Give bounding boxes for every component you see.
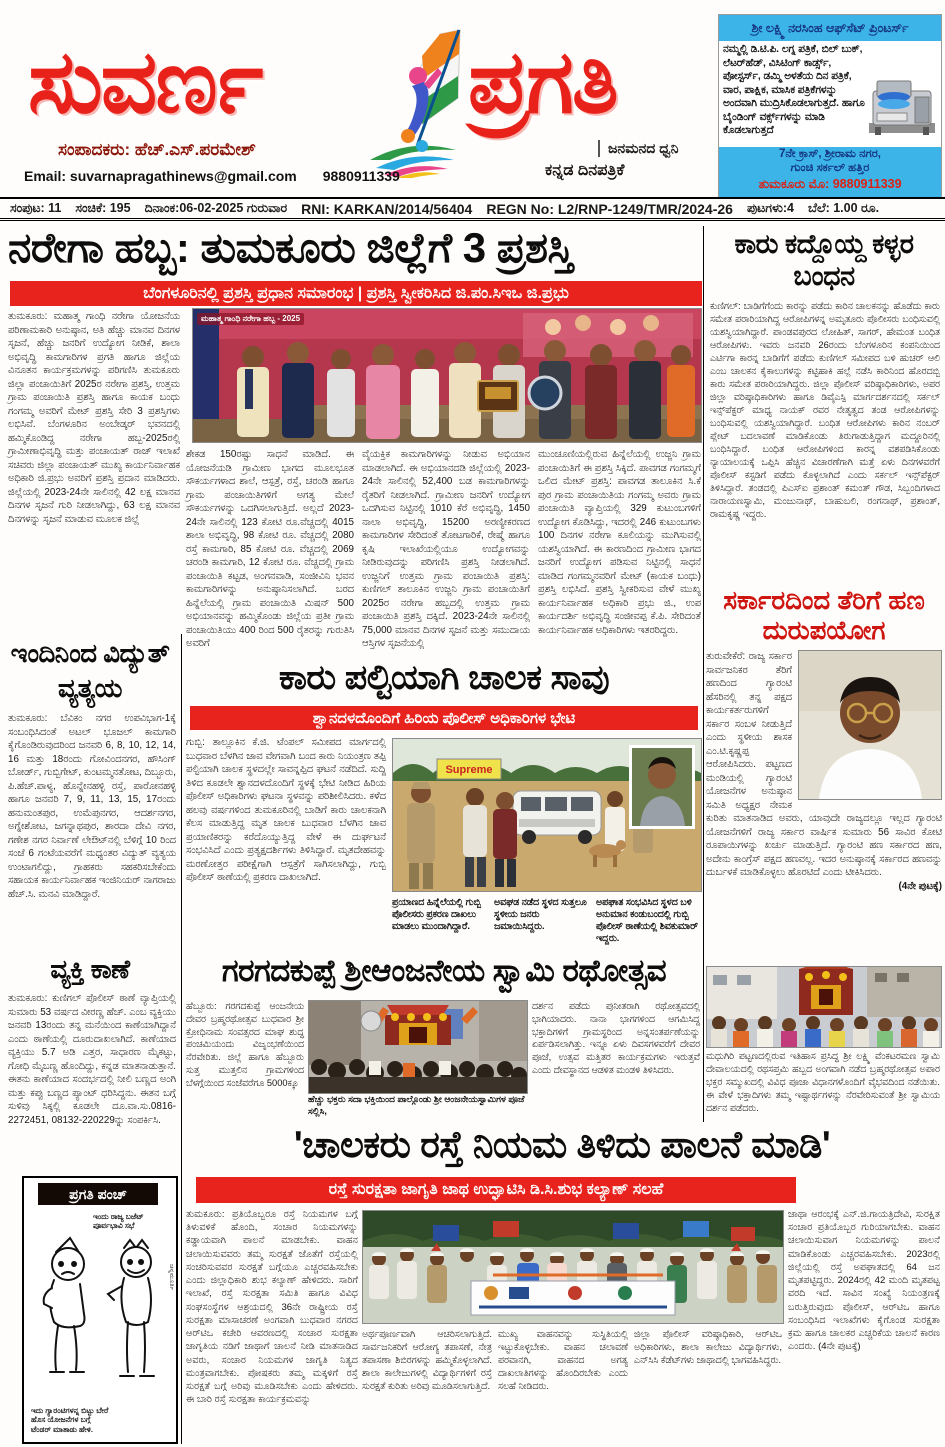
missing-person-body: ತುಮಕೂರು: ಕುಣಿಗಲ್ ಪೊಲೀಸ್ ಠಾಣೆ ವ್ಯಾಪ್ತಿಯಲ್ಲಿ ಸುಮಾರು 53 ವರ್ಷದ ವೀರಣ್ಣ ಹೆಚ್. ಎಂಬ ವ್ಯಕ್ತಿಯು ಜನವರಿ 13ರಂದು ತನ್ನ ಮನೆಯಿಂದ ಕಾಣೆಯಾಗಿದ್ದಾನೆ ಎಂದು ಠಾಣೆಯಲ್ಲಿ ದೂರುದಾಖಲಾಗಿದೆ. ಕಾಣೆಯಾದ ವ್ಯಕ್ತಿಯು 5.7 ಅಡಿ ಎತ್ತರ, ಸಾಧಾರಣ ಮೈಕಟ್ಟು, ಗೋಧಿ ಮೈಬಣ್ಣ ಹೊಂದಿದ್ದು, ಕನ್ನಡ ಮಾತನಾಡುತ್ತಾನೆ. ಈತನು ಕಾಣೆಯಾದ ಸಂದರ್ಭದಲ್ಲಿ ನೀಲಿ ಬಣ್ಣದ ಅಂಗಿ ಮತ್ತು ಕಪ್ಪು ಬಣ್ಣದ ಪ್ಯಾಂಟ್ ಧರಿಸಿದ್ದನು. ಈತನ ಬಗ್ಗೆ ಸುಳಿವು ಸಿಕ್ಕಲ್ಲಿ ಕೂಡಲೇ ದೂ.ವಾ.ಸು.0816-2272451, 08132-220229ನ್ನು ಸಂಪರ್ಕಿಸಿ. [8,993,176,1126]
temple-procession-caption: ಮಧುಗಿರಿ ಪಟ್ಟಣದಲ್ಲಿರುವ ಇತಿಹಾಸ ಪ್ರಸಿದ್ಧ ಶ್ರೀ ಲಕ್ಷ್ಮಿ ವೆಂಕಟರಮಣ ಸ್ವಾಮಿ ದೇವಾಲಯದಲ್ಲಿ ರಥಸಪ್ತಮಿ ಹಬ್ಬದ ಅಂಗವಾಗಿ ನಡೆದ ಬ್ರಹ್ಮರಥೋತ್ಸವ ಅಪಾರ ಭಕ್ತರ ಸಮ್ಮುಖದಲ್ಲಿ ವಿವಿಧ ಪೂಜಾ ವಿಧಾನಗಳೊಂದಿಗೆ ವೈಭವದಿಂದ ನಡೆಯಿತು. ಈ ವೇಳೆ ಭಕ್ತಾದಿಗಳು ತಮ್ಮ ಇಷ್ಟಾರ್ಥಗಳನ್ನು ನೆರವೇರಿಸುವಂತೆ ಶ್ರೀ ಸ್ವಾಮಿಯ ದರ್ಶನ ಪಡೆದರು. [706,1050,940,1113]
contact-line [24,168,400,184]
issue-number: ಸಂಚಿಕೆ: 195 [75,201,131,215]
lead-photo-backdrop-text: ಮಹಾತ್ಮ ಗಾಂಧಿ ನರೇಗಾ ಹಬ್ಬ - 2025 [197,313,304,325]
mla-portrait-photo [798,650,942,800]
masthead-title-second: ಪ್ರಗತಿ [468,32,617,131]
car-theft-headline: ಕಾರು ಕದ್ದೊಯ್ದ ಕಳ್ಳರ ಬಂಧನ [734,229,914,292]
road-safety-subhead-bar: ರಸ್ತೆ ಸುರಕ್ಷತಾ ಜಾಗೃತಿ ಜಾಥ ಉದ್ಘಾಟಿಸಿ ಡಿ.ಸಿ.ಶುಭ ಕಲ್ಯಾಣ್ ಸಲಹೆ [196,1177,796,1203]
lead-subhead-bar: ಬೆಂಗಳೂರಿನಲ್ಲಿ ಪ್ರಶಸ್ತಿ ಪ್ರಧಾನ ಸಮಾರಂಭ | ಪ್ರಶಸ್ತಿ ಸ್ವೀಕರಿಸಿದ ಜಿ.ಪಂ.ಸಿಇಒ ಜಿ.ಪ್ರಭು [10,281,702,306]
rathotsava-column-2: ದರ್ಶನ ಪಡೆದು ಪುನೀತರಾಗಿ ರಥೋತ್ಸವದಲ್ಲಿ ಭಾಗಿಯಾದರು. ನಾನಾ ಭಾಗಗಳಿಂದ ಆಗಮಿಸಿದ್ದ ಭಕ್ತಾದಿಗಳಿಗೆ ಗ್ರಾಮಸ್ಥರಿಂದ ಅನ್ನಸಂತರ್ಪಣೆಯನ್ನು ಏರ್ಪಡಿಸಲಾಗಿತ್ತು. ಇನ್ನೂ ಏಳು ದಿವಸಗಳವರೆಗೆ ದೇವರ ಪೂಜೆ, ಉತ್ಸವ ಮತ್ತಿತರ ಕಾರ್ಯಕ್ರಮಗಳು ಇರುತ್ತವೆ ಎಂದು ದೇವಸ್ಥಾನದ ಆಡಳಿತ ಮಂಡಳಿ ತಿಳಿಸಿದರು. [532,1001,700,1076]
ad-address [719,147,941,197]
cartoon-caption-bottom: ಇದು ಗ್ಯಾರಂಟಿಗಳನ್ನ ಬಿಟ್ಟು ಬೇರೆ ಹೊಸ ಯೋಜನೆಗಳ ಬಗ್ಗೆ ಟೆಂಡರ್ ಮಾತಾಡು ಹೇಳಿ. [31,1405,109,1434]
accident-caption-3: ಅಪಘಾತ ಸಂಭವಿಸಿದ ಸ್ಥಳದ ಬಳಿ ಅನುಮಾನ ಕಂಡುಬಂದಲ್ಲಿ ಗುಬ್ಬಿ ಪೊಲೀಸ್ ಠಾಣೆಯಲ್ಲಿ ಶಿವಕುಮಾರ್ ಇದ್ದರು. [596,897,699,944]
rathotsava-column-1: ಹೆಬ್ಬೂರು: ಗರಗದಕುಪ್ಪೆ ಆಂಜನೇಯ ದೇವರ ಬ್ರಹ್ಮರಥೋತ್ಸವ ಬುಧವಾರ ಶ್ರೀ ಕ್ರೋಧಿನಾಮ ಸಂವತ್ಸರದ ಮಾಘ ಶುದ್ಧ ಪಂಚಮಿಯಂದು ವಿಜೃಂಭಣೆಯಿಂದ ನೆರವೇರಿತು. ಜಿಲ್ಲೆ ಹಾಗೂ ಹೆಬ್ಬೂರು ಸುತ್ತ ಮುತ್ತಲಿನ ಗ್ರಾಮಗಳಿಂದ ಬೆಳಗ್ಗೆಯಿಂದ ಸಂಜೆವರೆಗೂ 5000ಕ್ಕೂ [186,1001,304,1088]
accident-scene-photo [392,738,702,892]
slogan: ಜನಮನದ ಧ್ವನಿ [598,140,679,157]
column-rule-left [181,634,182,1444]
cartoon-credit: ಚನ್ನಮೂರ್ತಿ [168,1264,175,1291]
cartoon-box [22,1176,178,1444]
accident-subhead-bar: ಶ್ವಾನದಳದೊಂದಿಗೆ ಹಿರಿಯ ಪೊಲೀಸ್ ಅಧಿಕಾರಿಗಳ ಭೇಟಿ [190,706,698,730]
rathotsava-photo-caption: ಹೆಚ್ಚು ಭಕ್ತರು ಸದಾ ಭಕ್ತಿಯಿಂದ ಪಾಲ್ಗೊಂಡು ಶ್ರೀ ಆಂಜನೇಯಸ್ವಾಮಿಗಳ ಪೂಜೆ ಸಲ್ಲಿಸಿ, [308,1094,525,1116]
masthead-flag-logo-icon [362,28,466,178]
road-safety-column-5: ಜಾಥಾ ಆರಂಭಕ್ಕೆ ಎನ್.ಜಿ.ಗಾಯತ್ರಿದೇವಿ, ಸುರಕ್ಷಿತ ಸಂಚಾರ ಪ್ರತಿಯೊಬ್ಬರ ಗುರಿಯಾಗಬೇಕು. ವಾಹನ ಚಲಾಯಿಸುವಾಗ ನಿಯಮಗಳನ್ನು ಪಾಲನೆ ಮಾಡಿಕೊಂಡು ಎಚ್ಚರವಹಿಸಬೇಕು. 2023ರಲ್ಲಿ ಜಿಲ್ಲೆಯಲ್ಲಿ ರಸ್ತೆ ಅಪಘಾತದಲ್ಲಿ 64 ಜನ ಮೃತಪಟ್ಟಿದ್ದರು. 2024ರಲ್ಲಿ 42 ಮಂದಿ ಮೃತಪಟ್ಟ ವರದಿ ಇದೆ. ಸಾವಿನ ಸಂಖ್ಯೆ ನಿಯಂತ್ರಣಕ್ಕೆ ಬರುತ್ತಿರುವುದು ಪೊಲೀಸ್, ಆರ್‌ಟಿಒ ಹಾಗೂ ಸಂಬಂಧಿಸಿದ ಇಲಾಖೆಗಳು ಕೈಗೊಂಡ ಸುರಕ್ಷತಾ ಕ್ರಮ ಹಾಗೂ ಚಾಲಕರ ಎಚ್ಚರಿಕೆಯ ಚಾಲನೆ ಕಾರಣ ಎಂದರು. (4ನೇ ಪುಟಕ್ಕೆ) [788,1209,940,1353]
ad-address-line3: ತುಮಕೂರು ಮೊ: 9880911339 [758,176,902,191]
road-safety-headline: 'ಚಾಲಕರು ರಸ್ತೆ ನಿಯಮ ತಿಳಿದು ಪಾಲನೆ ಮಾಡಿ' [293,1124,831,1165]
cartoon-drawing-icon [28,1230,170,1380]
rathotsava-headline: ಗರಗದಕುಪ್ಪೆ ಶ್ರೀಆಂಜನೇಯ ಸ್ವಾಮಿ ರಥೋತ್ಸವ [221,953,667,988]
lead-column-1: ತುಮಕೂರು: ಮಹಾತ್ಮ ಗಾಂಧಿ ನರೇಗಾ ಯೋಜನೆಯ ಪರಿಣಾಮಕಾರಿ ಅನುಷ್ಠಾನ, ಅತಿ ಹೆಚ್ಚು ಮಾನವ ದಿನಗಳ ಸೃಜನೆ, ಹೆಚ್ಚು ಜನರಿಗೆ ಉದ್ಯೋಗ ನೀಡಿಕೆ, ಶಾಲಾ ಅಭಿವೃದ್ಧಿ ಕಾಮಗಾರಿಗಳ ಪ್ರಗತಿ ಹಾಗೂ ಜಿಲ್ಲೆಯ ವಿನೂತನ ಕಾರ್ಯಕ್ರಮಗಳನ್ನು ಪರಿಗಣಿಸಿ ತುಮಕೂರು ಜಿಲ್ಲಾ ಪಂಚಾಯಿತಿಗೆ 2025ರ ನರೇಗಾ ಪ್ರಶಸ್ತಿ, ಉತ್ತಮ ಗ್ರಾಮ ಪಂಚಾಯಿತಿ ಪ್ರಶಸ್ತಿ ಹಾಗೂ ಕಾಯಕ ಬಂಧು ಗಂಗಮ್ಮ ಅವರಿಗೆ ಮೇಟ್ ಪ್ರಶಸ್ತಿ ಸೇರಿ 3 ಪ್ರಶಸ್ತಿಗಳು ಲಭಿಸಿವೆ. ಬೆಂಗಳೂರಿನ ಅಂಬೇಡ್ಕರ್ ಭವನದಲ್ಲಿ ಹಮ್ಮಿಕೊಂಡಿದ್ದ ನರೇಗಾ ಹಬ್ಬ-2025ರಲ್ಲಿ ಗ್ರಾಮೀಣಾಭಿವೃದ್ಧಿ ಮತ್ತು ಪಂಚಾಯತ್ ರಾಜ್ ಇಲಾಖೆ ಸಚಿವರು ಜಿಲ್ಲಾ ಪಂಚಾಯತ್ ಮುಖ್ಯ ಕಾರ್ಯನಿರ್ವಾಹಕ ಅಧಿಕಾರಿ ಜಿ.ಪ್ರಭು ಅವರಿಗೆ ಪ್ರಶಸ್ತಿ ಪ್ರದಾನ ಮಾಡಿದರು. ಜಿಲ್ಲೆಯಲ್ಲಿ 2023-24ನೇ ಸಾಲಿನಲ್ಲಿ 42 ಲಕ್ಷ ಮಾನವ ದಿನಗಳ ಸೃಜನೆ ಗುರಿ ನೀಡಲಾಗಿದ್ದು, 63 ಲಕ್ಷ ಮಾನವ ದಿನಗಳನ್ನು ಸೃಜನೆ ಮಾಡುವ ಮೂಲಕ ಜಿಲ್ಲೆ [8,311,180,525]
ad-address-line2: ಗುಂಚಿ ಸರ್ಕಲ್ ಹತ್ತಿರ [790,162,870,175]
ad-body-text: ನಮ್ಮಲ್ಲಿ ಡಿ.ಟಿ.ಪಿ. ಲಗ್ನ ಪತ್ರಿಕೆ, ಬಿಲ್ ಬುಕ್, ಲೆಟರ್‌ಹೆಡ್, ವಿಸಿಟಿಂಗ್ ಕಾರ್ಡ್ಸ್, ಪೋಸ್ಟರ್ಸ್, ಡಮ್ಮಿ ಅಳತೆಯ ದಿನ ಪತ್ರಿಕೆ, ವಾರ, ಪಾಕ್ಷಿಕ, ಮಾಸಿಕ ಪತ್ರಿಕೆಗಳನ್ನು ಅಂದವಾಗಿ ಮುದ್ರಿಸಿಕೊಡಲಾಗುತ್ತದೆ. ಹಾಗೂ ಬೈಂಡಿಂಗ್ ವರ್ಕ್ಸ್‌ಗಳನ್ನು ಮಾಡಿ ಕೊಡಲಾಗುತ್ತದೆ [723,44,865,137]
power-cut-headline: ಇಂದಿನಿಂದ ವಿದ್ಯುತ್ ವ್ಯತ್ಯಯ [10,638,170,704]
volume: ಸಂಪುಟ: 11 [10,201,62,215]
car-theft-body: ಕುಣಿಗಲ್: ಬಾಡಿಗೆಗೆಂದು ಕಾರನ್ನು ಪಡೆದು ಕಾರಿನ ಚಾಲಕನನ್ನು ಹೊಡೆದು ಕಾರು ಸಮೇತ ಪರಾರಿಯಾಗಿದ್ದ ಆರೋಪಿಗಳನ್ನ ಅಮೃತೂರು ಪೊಲೀಸರು ಬಂಧಿಸುವಲ್ಲಿ ಯಶಸ್ವಿಯಾಗಿದ್ದಾರೆ. ಪಾಂಡವಪುರದ ಲೋಹಿತ್, ಸಾಗರ್, ಹೇಮಂತ ಬಂಧಿತ ಆರೋಪಿಗಳು. ಇವರು ಜನವರಿ 26ರಂದು ಬೆಂಗಳೂರಿನ ಕಂಪನಿಯಿಂದ ಎರ್ಟಿಗಾ ಕಾರನ್ನ ಬಾಡಿಗೆಗೆ ಪಡೆದು ಕುಣಿಗಲ್ ಸಮೀಪದ ಬಳಿ ಹುಚರ್ ಆಲಿ ಎಂಬ ಚಾಲಕನ ಕೈಕಾಲುಗಳನ್ನು ಕಟ್ಟಿಹಾಕಿ ಹಲ್ಲೆ ನಡೆಸಿ ಕಾರಿನಿಂದ ಹೊರದಬ್ಬಿ ಕಾರು ಸಮೇತ ಪರಾರಿಯಾಗಿದ್ದರು. ಜಿಲ್ಲಾ ಪೊಲೀಸ್ ವರಿಷ್ಠಾಧಿಕಾರಿಗಳು, ಅಪರ ಜಿಲ್ಲಾ ವರಿಷ್ಠಾಧಿಕಾರಿಗಳು ಹಾಗೂ ಡಿವೈಎಸ್ಪಿ ಮಾರ್ಗದರ್ಶನದಲ್ಲಿ ಸರ್ಕಲ್ ಇನ್ಸ್‌ಪೆಕ್ಟರ್ ಮಾಧ್ಯ ನಾಯಕ್ ರವರ ನೇತೃತ್ವದ ತಂಡ ಆರೋಪಿಗಳನ್ನು ಬಂಧಿಸುವಲ್ಲಿ ಯಶಸ್ವಿಯಾಗಿದ್ದಾರೆ. ಬಂಧಿತ ಆರೋಪಿಗಳು ಕಾರಿನ ನಂಬರ್ ಪ್ಲೇಟ್ ಬದಲಾವಣೆ ಮಾಡಿಕೊಂಡು ತಿರುಗಾಡುತ್ತಿದ್ದಾಗ ಮದ್ದೂರಿನಲ್ಲಿ ಬಂಧಿಸಿದ್ದಾರೆ. ಬಂಧಿತ ಆರೋಪಿಗಳಿಂದ ಕಾರನ್ನ ವಶಪಡಿಸಿಕೊಂಡು ನ್ಯಾಯಾಲಯಕ್ಕೆ ಒಪ್ಪಿಸಿ ಹೆಚ್ಚಿನ ವಿಚಾರಣೆಗಾಗಿ ಮತ್ತೆ ಏಳು ದಿನಗಳವರೆಗೆ ಪೊಲೀಸ್ ಕಸ್ಟಡಿಗೆ ಪಡೆದು ಕೊಳ್ಳಲಾಗಿದೆ ಎಂದು ಸರ್ಕಲ್ ಇನ್ಸ್‌ಪೆಕ್ಟರ್ ತಿಳಿಸಿದ್ದಾರೆ. ತಂಡದಲ್ಲಿ ಪಿಎಸ್ಐ ಪ್ರಶಾಂತ್ ಕಮಂತ್ ಗೌಡ, ಸಿಬ್ಬಂದಿಗಳಾದ ನಾರಾಯಣಸ್ವಾಮಿ, ಮಂಜುನಾಥ್, ಬಾಹುಬಲಿ, ರಂಗನಾಥ್, ಪ್ರಶಾಂತ್, ರಾಮಕೃಷ್ಣ ಇದ್ದರು. [710,300,940,519]
price: ಬೆಲೆ: 1.00 ರೂ. [807,201,880,215]
temple-procession-photo [706,966,942,1048]
road-safety-jatha-photo [362,1210,784,1324]
tax-story-block [706,650,942,962]
rathotsava-chariot-photo [308,1000,528,1094]
issue-info-bar [0,197,945,221]
accident-column-1: ಗುಬ್ಬಿ: ತಾಲ್ಲೂಕಿನ ಕೆ.ಜಿ. ಟೆಂಪಲ್ ಸಮೀಪದ ಮಾರ್ಗದಲ್ಲಿ ಬುಧವಾರ ಬೆಳಗಿನ ಜಾವ ವೇಗವಾಗಿ ಬಂದ ಕಾರು ನಿಯಂತ್ರಣ ತಪ್ಪಿ ಪಲ್ಟಿಯಾಗಿ ಚಾಲಕ ಸ್ಥಳದಲ್ಲೇ ಸಾವನ್ನಪ್ಪಿದ ಘಟನೆ ನಡೆದಿದೆ. ಸುದ್ದಿ ತಿಳಿದ ಕೂಡಲೇ ಶ್ವಾನದಳದೊಂದಿಗೆ ಸ್ಥಳಕ್ಕೆ ಭೇಟಿ ನೀಡಿದ ಹಿರಿಯ ಪೊಲೀಸ್ ಅಧಿಕಾರಿಗಳು ಘಟನಾ ಸ್ಥಳವನ್ನು ಪರಿಶೀಲಿಸಿದರು. ಕಳೆದ ಹಲವು ವರ್ಷಗಳಿಂದ ತುಮಕೂರಿನಲ್ಲಿ ಬಾಡಿಗೆ ಕಾರು ಚಾಲಕನಾಗಿ ಕೆಲಸ ಮಾಡುತ್ತಿದ್ದ ಮೃತ ಚಾಲಕ ಬುಧವಾರ ಬೆಳಗಿನ ಜಾವ ಪ್ರಯಾಣಿಕರನ್ನು ಕರೆದೊಯ್ಯುತ್ತಿದ್ದ ವೇಳೆ ಈ ದುರ್ಘಟನೆ ಸಂಭವಿಸಿದೆ ಎಂದು ಪ್ರತ್ಯಕ್ಷದರ್ಶಿಗಳು ತಿಳಿಸಿದ್ದಾರೆ. ಮೃತದೇಹವನ್ನು ಮರಣೋತ್ತರ ಪರೀಕ್ಷೆಗಾಗಿ ಆಸ್ಪತ್ರೆಗೆ ಸಾಗಿಸಲಾಗಿದ್ದು, ಗುಬ್ಬಿ ಪೊಲೀಸ್ ಠಾಣೆಯಲ್ಲಿ ಪ್ರಕರಣ ದಾಖಲಾಗಿದೆ. [186,737,386,884]
tax-story-continuation: (4ನೇ ಪುಟಕ್ಕೆ) [898,880,942,892]
road-safety-column-2: ಅರ್ಥಪೂರ್ಣವಾಗಿ ಆಚರಿಸಲಾಗುತ್ತಿದೆ. ಸಾರ್ವಜನಿಕರಿಗೆ ಆರೋಗ್ಯ ತಪಾಸಣೆ, ನೇತ್ರ ತಪಾಸಣಾ ಶಿಬಿರಗಳನ್ನು ಹಮ್ಮಿಕೊಳ್ಳಲಾಗಿದೆ. ಶಾಲಾ ಕಾಲೇಜುಗಳಲ್ಲಿ ವಿದ್ಯಾರ್ಥಿಗಳಿಗೆ ರಸ್ತೆ ಸುರಕ್ಷತೆ ಕುರಿತು ಅರಿವು ಮೂಡಿಸಲಾಗುತ್ತಿದೆ. [362,1328,492,1391]
road-safety-column-3: ಮುಖ್ಯ ವಾಹನವನ್ನು ಸುಸ್ಥಿತಿಯಲ್ಲಿ ಇಟ್ಟುಕೊಳ್ಳಬೇಕು. ವಾಹನ ಚಲಾವಣೆ ಪರವಾನಗಿ, ವಾಹನದ ಅಗತ್ಯ ದಾಖಲಾತಿಗಳನ್ನು ಹೊಂದಿರಬೇಕು ಎಂದು ಸಲಹೆ ನೀಡಿದರು. [498,1328,628,1391]
masthead-title-first: ಸುವರ್ಣ [28,32,262,131]
printing-machine-icon [867,73,939,139]
date: ದಿನಾಂಕ:06-02-2025 ಗುರುವಾರ [144,201,288,215]
power-cut-body: ತುಮಕೂರು: ಬೆವಿಕಂ ನಗರ ಉಪವಿಭಾಗ-1ಕ್ಕೆ ಸಂಬಂಧಿಸಿದಂತೆ ಅಟಲ್ ಭೂಜಲ್ ಕಾಮಗಾರಿ ಕೈಗೊಂಡಿರುವುದರಿಂದ ಜನವರಿ 6, 8, 10, 12, 14, 16 ಮತ್ತು 18ರಂದು ಗೋವಿಂದನಗರ, ಹೌಸಿಂಗ್ ಬೋರ್ಡ್, ಗುಬ್ಬಿಗೇಟ್, ಕುಂಟಮ್ಮನತೋಟ, ದಿಬ್ಬೂರು, ಪಿ.ಹೆಚ್.ಪಾಳ್ಯ, ಹೊನ್ನೇನಹಳ್ಳಿ ರಸ್ತೆ, ಪಾರೋನಹಳ್ಳಿ ಹಾಗೂ ಜನವರಿ 7, 9, 11, 13, 15, 17ರಂದು ಹನುಮಂತಪುರ, ಉಮೆಪುನಗರ, ಆದರ್ಶನಗರ, ಅಗ್ನೇಶೋಟ, ಜಗನ್ನಾಥಪುರ, ಶಾರದಾ ದೇವಿ ನಗರ, ಗಣೇಶ ನಗರ ನಿರ್ವಾಣೆ ಲೇಔಟ್‌ನಲ್ಲಿ ಬೆಳಿಗ್ಗೆ 10 ರಿಂದ ಸಂಜೆ 6 ಗಂಟೆಯವರೆಗೆ ಮಧ್ಯಂತರ ವಿದ್ಯುತ್ ವ್ಯತ್ಯಯ ಉಂಟಾಗಲಿದ್ದು, ಗ್ರಾಹಕರು ಸಹಕರಿಸಬೇಕೆಂದು ಸಹಾಯಕ ಕಾರ್ಯನಿರ್ವಾಹಕ ಇಂಜಿನಿಯರ್ ನಾಗರಾಜು ಹೆಚ್.ಸಿ. ಮನವಿ ಮಾಡಿದ್ದಾರೆ. [8,713,176,900]
ad-address-line1: 7ನೇ ಕ್ರಾಸ್, ಶ್ರೀರಾಮ ನಗರ, [778,148,881,160]
cartoon-caption-top: ಇಂದು ರಾಜ್ಯ ಬಜೆಟ್ ಪೂರ್ವಭಾವಿ ಸಭೆ [93,1212,144,1231]
accident-headline: ಕಾರು ಪಲ್ಟಿಯಾಗಿ ಚಾಲಕ ಸಾವು [278,658,610,697]
lead-column-3: ವೈಯಕ್ತಿಕ ಕಾಮಗಾರಿಗಳನ್ನು ನೀಡುವ ಅಭಿಯಾನ ಮಾಡಲಾಗಿದೆ. ಈ ಅಭಿಯಾನದಡಿ ಜಿಲ್ಲೆಯಲ್ಲಿ 2023-24ನೇ ಸಾಲಿನಲ್ಲಿ 52,400 ಬಡ ಕಾಮಗಾರಿಗಳನ್ನು ರೈತರಿಗೆ ನೀಡಲಾಗಿದೆ. ಗ್ರಾಮೀಣ ಜನರಿಗೆ ಉದ್ಯೋಗ ಒದಗಿಸುವ ನಿಟ್ಟಿನಲ್ಲಿ 1010 ಕೆರೆ ಅಭಿವೃದ್ಧಿ, 1450 ನಾಲಾ ಅಭಿವೃದ್ಧಿ, 15200 ಅರಣ್ಯೀಕರಣದ ಕಾಮಗಾರಿಗಳ ಸೇರಿದಂತೆ ತೋಟಗಾರಿಕೆ, ರೇಷ್ಮೆ ಹಾಗೂ ಕೃಷಿ ಇಲಾಖೆಯಲ್ಲಿಯೂ ಉದ್ಯೋಗವನ್ನು ನೀಡಿರುವುದನ್ನು ಪರಿಗಣಿಸಿ ಪ್ರಶಸ್ತಿ ನೀಡಲಾಗಿದೆ. ಉಜ್ಜನಿಗೆ ಉತ್ತಮ ಗ್ರಾಮ ಪಂಚಾಯಿತಿ ಪ್ರಶಸ್ತಿ: ಕುಣಿಗಲ್ ತಾಲೂಕಿನ ಉಜ್ಜನಿ ಗ್ರಾಮ ಪಂಚಾಯಿತಿಗೆ 2025ರ ನರೇಗಾ ಹಬ್ಬದಲ್ಲಿ ಉತ್ತಮ ಗ್ರಾಮ ಪಂಚಾಯಿತಿ ಪ್ರಶಸ್ತಿ ದಕ್ಕಿದೆ. 2023-24ನೇ ಸಾಲಿನಲ್ಲಿ 75,000 ಮಾನವ ದಿನಗಳ ಸೃಜನೆ ಮತ್ತು ಸಮುದಾಯ ಆಸ್ತಿಗಳ ಸೃಜನೆಯಲ್ಲಿ [362,449,530,650]
column-rule-right [703,226,704,1122]
accident-caption-2: ಅವಘಡ ನಡೆದ ಸ್ಥಳದ ಸುತ್ತಲೂ ಸ್ಥಳೀಯ ಜನರು ಜಮಾಯಿಸಿದ್ದರು. [494,897,587,932]
cartoon-title: ಪ್ರಗತಿ ಪಂಚ್ [38,1183,158,1205]
missing-person-headline: ವ್ಯಕ್ತಿ ಕಾಣೆ [50,954,130,984]
svg-text:Supreme: Supreme [445,764,493,776]
lead-column-4: ಮುಂಚೂಣಿಯಲ್ಲಿರುವ ಹಿನ್ನೆಲೆಯಲ್ಲಿ ಉಜ್ಜನಿ ಗ್ರಾಮ ಪಂಚಾಯಿತಿಗೆ ಈ ಪ್ರಶಸ್ತಿ ಸಿಕ್ಕಿದೆ. ಪಾವಗಡ ಗಂಗಮ್ಮಗೆ ಒಲಿದ ಮೇಟ್ ಪ್ರಶಸ್ತಿ: ಪಾವಗಡ ತಾಲೂಕಿನ ಸಿ.ಕೆ ಪುರ ಗ್ರಾಮ ಪಂಚಾಯಿತಿಯ ಗಂಗಮ್ಮ ಅವರು ಗ್ರಾಮ ಪಂಚಾಯಿತಿ ವ್ಯಾಪ್ತಿಯಲ್ಲಿ 329 ಕುಟುಂಬಗಳಿಗೆ ಉದ್ಯೋಗ ಕೊಡಿಸಿದ್ದು, ಇದರಲ್ಲಿ 246 ಕುಟುಂಬಗಳು 100 ದಿನಗಳ ನರೇಗಾ ಕೂಲಿಯನ್ನು ಮುಗಿಸುವಲ್ಲಿ ಯಶಸ್ವಿಯಾಗಿದೆ. ಈ ಕಾರಣದಿಂದ ಗ್ರಾಮೀಣ ಭಾಗದ ಜನರಿಗೆ ಉದ್ಯೋಗ ಪಡಿಸುವ ನಿಟ್ಟಿನಲ್ಲಿ ಸಾಧನೆ ಮಾಡಿದ ಗಂಗಮ್ಮನವರಿಗೆ ಮೇಟ್ (ಕಾಯಕ ಬಂಧು) ಪ್ರಶಸ್ತಿ ಲಭಿಸಿದೆ. ಪ್ರಶಸ್ತಿ ಸ್ವೀಕರಿಸುವ ವೇಳೆ ಮುಖ್ಯ ಕಾರ್ಯನಿರ್ವಾಹಕ ಅಧಿಕಾರಿ ಪ್ರಭು ಜಿ., ಉಪ ಕಾರ್ಯದರ್ಶಿ ಅಭಿವೃದ್ಧಿ ಸಂಜೀವಪ್ಪ ಕೆ.ಪಿ. ಸೇರಿದಂತೆ ಕಾರ್ಯನಿರ್ವಾಹಕ ಅಧಿಕಾರಿಗಳು ಇತರರಿದ್ದರು. [538,449,701,636]
rni-number: RNI: KARKAN/2014/56404 [301,200,473,217]
pages-count: ಪುಟಗಳು:4 [746,201,794,215]
regn-number: REGN No: L2/RNP-1249/TMR/2024-26 [486,200,733,217]
phone-text: 9880911339 [322,168,400,184]
tax-story-body: ತುರುವೇಕೆರೆ: ರಾಜ್ಯ ಸರ್ಕಾರ ಸಾರ್ವಜನಿಕರ ತೆರಿಗೆ ಹಣದಿಂದ ಗ್ಯಾರಂಟಿ ಹೆಸರಿನಲ್ಲಿ ತನ್ನ ಪಕ್ಷದ ಕಾರ್ಯಕರ್ತರುಗಳಿಗೆ ಸರ್ಕಾರ ಸಂಬಳ ನೀಡುತ್ತಿದೆ ಎಂದು ಸ್ಥಳೀಯ ಶಾಸಕ ಎಂ.ಟಿ.ಕೃಷ್ಣಪ್ಪ ಆರೋಪಿಸಿದರು. ಪಟ್ಟಣದ ಮಂಡಿಯಲ್ಲಿ ಗ್ಯಾರಂಟಿ ಯೋಜನೆಗಳ ಅನುಷ್ಠಾನ ಸಮಿತಿ ಅಧ್ಯಕ್ಷರ ನೇಮಕ ಕುರಿತು ಮಾತನಾಡಿದ ಅವರು, ಯಾವುದೇ ರಾಜ್ಯದಲ್ಲೂ ಇಲ್ಲದ ಗ್ಯಾರಂಟಿ ಯೋಜನೆಗಳಿಗೆ ರಾಜ್ಯ ಸರ್ಕಾರ ವಾರ್ಷಿಕ ಸುಮಾರು 56 ಸಾವಿರ ಕೋಟಿ ರೂಪಾಯಿಗಳನ್ನು ಖರ್ಚು ಮಾಡುತ್ತಿದೆ. ಗ್ಯಾರಂಟಿ ಹಣ ಸರ್ಕಾರದ ಹಣ, ಅದೇನು ಕಾಂಗ್ರೆಸ್ ಪಕ್ಷದ ಹಣವಲ್ಲ. ಇದರ ಅನುಷ್ಠಾನಕ್ಕೆ ಸರ್ಕಾರದ ಹಣವನ್ನು ದುರ್ಬಳಕೆ ಮಾಡಿಕೊಳ್ಳಲು ಹೊರಟಿದೆ ಎಂದು ಟೀಕಿಸಿದರು. [706,651,942,879]
accident-caption-1: ಪ್ರಯಾಣದ ಹಿನ್ನೆಲೆಯಲ್ಲಿ ಗುಬ್ಬಿ ಪೊಲೀಸರು ಪ್ರಕರಣ ದಾಖಲು ಮಾಡಲು ಮುಂದಾಗಿದ್ದಾರೆ. [392,897,481,932]
email-text: Email: suvarnapragathinews@gmail.com [24,168,297,184]
editor-line: ಸಂಪಾದಕರು: ಹೆಚ್.ಎಸ್.ಪರಮೇಶ್ [58,140,256,159]
lead-award-photo [192,308,702,443]
lead-column-2: ಶೇಕಡ 150ರಷ್ಟು ಸಾಧನೆ ಮಾಡಿದೆ. ಈ ಯೋಜನೆಯಡಿ ಗ್ರಾಮೀಣ ಭಾಗದ ಮೂಲಭೂತ ಸೌಕರ್ಯಗಳಾದ ಶಾಲೆ, ಆಸ್ಪತ್ರೆ, ರಸ್ತೆ, ಚರಂಡಿ ಹಾಗೂ ಗ್ರಾಮ ಪಂಚಾಯಿತಿಗಳಿಗೆ ಅಗತ್ಯ ಮೇಲೆ ಸೌಕರ್ಯಗಳನ್ನು ಒದಗಿಸಲಾಗುತ್ತಿದೆ. ಅಲ್ಲದೆ 2023-24ನೇ ಸಾಲಿನಲ್ಲಿ 123 ಕೋಟಿ ರೂ.ವೆಚ್ಚದಲ್ಲಿ 4015 ಶಾಲಾ ಅಭಿವೃದ್ಧಿ, 98 ಕೋಟಿ ರೂ. ವೆಚ್ಚದಲ್ಲಿ 2080 ರಸ್ತೆ ಕಾಮಗಾರಿ, 85 ಕೋಟಿ ರೂ. ವೆಚ್ಚದಲ್ಲಿ 2069 ಚರಂಡಿ ಕಾಮಗಾರಿ, 12 ಕೋಟಿ ರೂ. ವೆಚ್ಚದಲ್ಲಿ ಗ್ರಾಮ ಪಂಚಾಯಿತಿ ಕಟ್ಟಡ, ಅಂಗನವಾಡಿ, ಸಂಜೀವಿನಿ ಭವನ ಕಾಮಗಾರಿಗಳನ್ನು ಅನುಷ್ಠಾನಿಸಲಾಗಿದೆ. ಬರದ ಹಿನ್ನೆಲೆಯಲ್ಲಿ ಗ್ರಾಮ ಪಂಚಾಯಿತಿ ಮಿಷನ್ 500 ಅಭಿಯಾನವನ್ನು ಹಮ್ಮಿಕೊಂಡು ಜಿಲ್ಲೆಯ ಪ್ರತೀ ಗ್ರಾಮ ಪಂಚಾಯಿತಿಯು 400 ರಿಂದ 500 ರೈತರನ್ನು ಗುರುತಿಸಿ ಅವರಿಗೆ [186,449,354,650]
daily-label: ಕನ್ನಡ ದಿನಪತ್ರಿಕೆ [545,162,625,179]
tax-story-headline: ಸರ್ಕಾರದಿಂದ ತೆರಿಗೆ ಹಣ ದುರುಪಯೋಗ [723,585,925,645]
advertisement-box [718,14,942,198]
lead-headline: ನರೇಗಾ ಹಬ್ಬ: ತುಮಕೂರು ಜಿಲ್ಲೆಗೆ 3 ಪ್ರಶಸ್ತಿ [8,224,573,271]
ad-title: ಶ್ರೀ ಲಕ್ಷ್ಮಿ ನರಸಿಂಹ ಆಫ್‌ಸೆಟ್ ಪ್ರಿಂಟರ್ಸ್ [719,15,941,41]
road-safety-column-4: ಜಿಲ್ಲಾ ಪೊಲೀಸ್ ವರಿಷ್ಠಾಧಿಕಾರಿ, ಆರ್‌ಟಿಒ ಅಧಿಕಾರಿಗಳು, ಶಾಲಾ ಕಾಲೇಜು ವಿದ್ಯಾರ್ಥಿಗಳು, ಎನ್‌ಸಿಸಿ ಕೆಡೆಟ್‌ಗಳು ಜಾಥಾದಲ್ಲಿ ಭಾಗವಹಿಸಿದ್ದರು. [634,1328,782,1365]
road-safety-column-1: ತುಮಕೂರು: ಪ್ರತಿಯೊಬ್ಬರೂ ರಸ್ತೆ ನಿಯಮಗಳ ಬಗ್ಗೆ ತಿಳುವಳಿಕೆ ಹೊಂದಿ, ಸಂಚಾರ ನಿಯಮಗಳನ್ನು ಕಡ್ಡಾಯವಾಗಿ ಪಾಲನೆ ಮಾಡಬೇಕು. ವಾಹನ ಚಲಾಯಿಸುವವರು ತಮ್ಮ ಸುರಕ್ಷತೆ ಜೊತೆಗೆ ರಸ್ತೆಯಲ್ಲಿ ಸಂಚರಿಸುವವರ ಸುರಕ್ಷತೆ ಬಗ್ಗೆಯೂ ಎಚ್ಚರವಹಿಸಬೇಕು ಎಂದು ಜಿಲ್ಲಾಧಿಕಾರಿ ಶುಭ ಕಲ್ಯಾಣ್ ಹೇಳಿದರು. ಸಾರಿಗೆ ಇಲಾಖೆ, ರಸ್ತೆ ಸುರಕ್ಷತಾ ಸಮಿತಿ ಹಾಗೂ ವಿವಿಧ ಸಂಘಸಂಸ್ಥೆಗಳ ಆಶ್ರಯದಲ್ಲಿ 36ನೇ ರಾಷ್ಟ್ರೀಯ ರಸ್ತೆ ಸುರಕ್ಷತಾ ಮಾಸಾಚರಣೆ ಅಂಗವಾಗಿ ಬುಧವಾರ ನಗರದ ಆರ್‌ಟಿಒ ಕಚೇರಿ ಆವರಣದಲ್ಲಿ ಸಂಚಾರ ಸುರಕ್ಷತಾ ಜಾಗೃತಿಯ ನಡಿಗೆ ಜಾಥಾಗೆ ಚಾಲನೆ ನೀಡಿ ಮಾತನಾಡಿದ ಅವರು, ಸಂಚಾರ ನಿಯಮಗಳ ಜಾಗೃತಿ ನಿತ್ಯದ ಮಂತ್ರವಾಗಬೇಕು. ಪೋಷಕರು ತಮ್ಮ ಮಕ್ಕಳಿಗೆ ರಸ್ತೆ ಸುರಕ್ಷತೆ ಬಗ್ಗೆ ಅರಿವು ಮೂಡಿಸಬೇಕು ಎಂದು ಹೇಳಿದರು. ಈ ಬಾರಿ ರಸ್ತೆ ಸುರಕ್ಷತಾ ಕಾರ್ಯಕ್ರಮವನ್ನು [186,1209,358,1406]
